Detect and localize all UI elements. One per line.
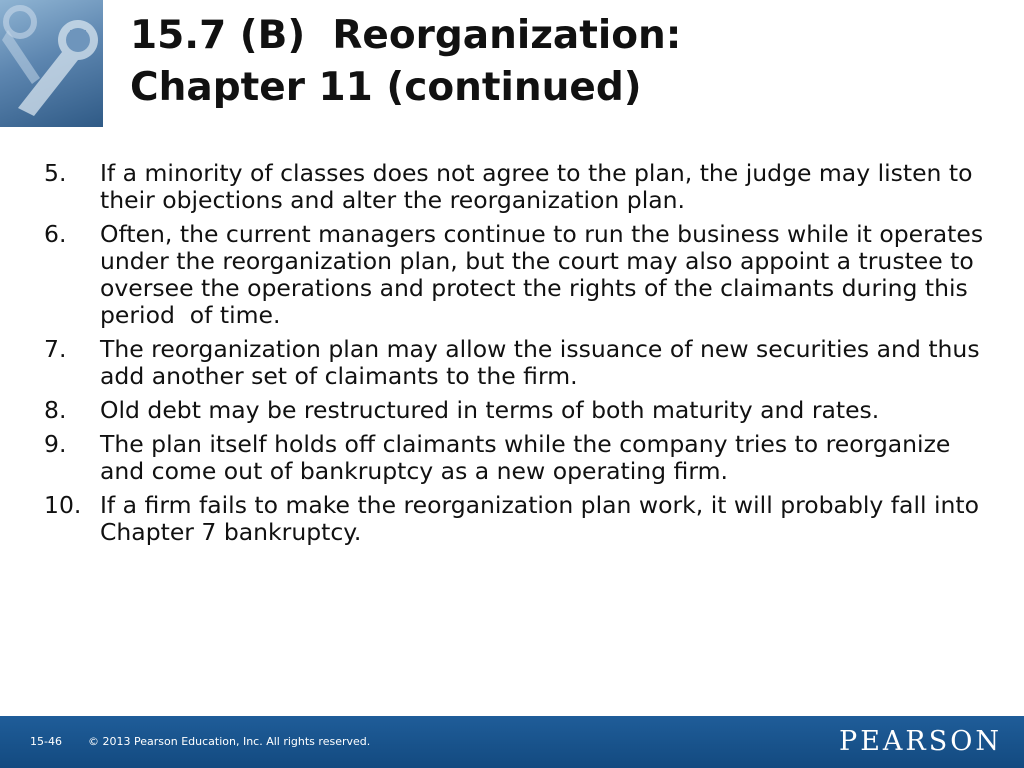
list-item [44,160,984,214]
list-item-number: 6. [44,220,67,248]
list-item-number: 7. [44,335,67,363]
pearson-logo: PEARSON [839,726,1002,757]
wrench-icon [0,0,103,127]
list-item-text: The reorganization plan may allow the issuance of new securities and thus add another set of claimants to the firm. [100,335,988,390]
list-item [44,335,988,390]
numbered-list [44,159,999,553]
list-item-number: 8. [44,396,67,424]
list-item-text: If a minority of classes does not agree to the plan, the judge may listen to their objections and alter the reorganization plan. [100,159,981,214]
list-item [44,220,999,329]
list-item-number: 10. [44,491,82,519]
list-item [44,397,984,424]
list-item [44,491,987,546]
list-item-text: If a firm fails to make the reorganization plan work, it will probably fall into Chapter 7 bankruptcy. [100,491,987,546]
list-item-text: The plan itself holds off claimants while the company tries to reorganize and come out of bankruptcy as a new operating firm. [100,430,958,485]
list-item-number: 5. [44,159,67,187]
list-item [44,431,984,485]
footer-bar [0,716,1024,768]
copyright-notice: © 2013 Pearson Education, Inc. All rights reserved. [88,735,371,748]
list-item-text: Often, the current managers continue to run the business while it operates under the reorganization plan, but the court may also appoint a trustee to oversee the operations and protect the rights of the claimants during this period of time. [100,220,999,329]
slide-title [130,10,1010,114]
wrench-logo-tile [0,0,103,127]
slide-number: 15-46 [30,735,62,748]
list-item-text: Old debt may be restructured in terms of both maturity and rates. [100,396,880,424]
list-item-number: 9. [44,430,67,458]
slide-title-line-1: 15.7 (B) Reorganization: [130,13,682,58]
slide-title-line-2: Chapter 11 (continued) [130,65,642,110]
